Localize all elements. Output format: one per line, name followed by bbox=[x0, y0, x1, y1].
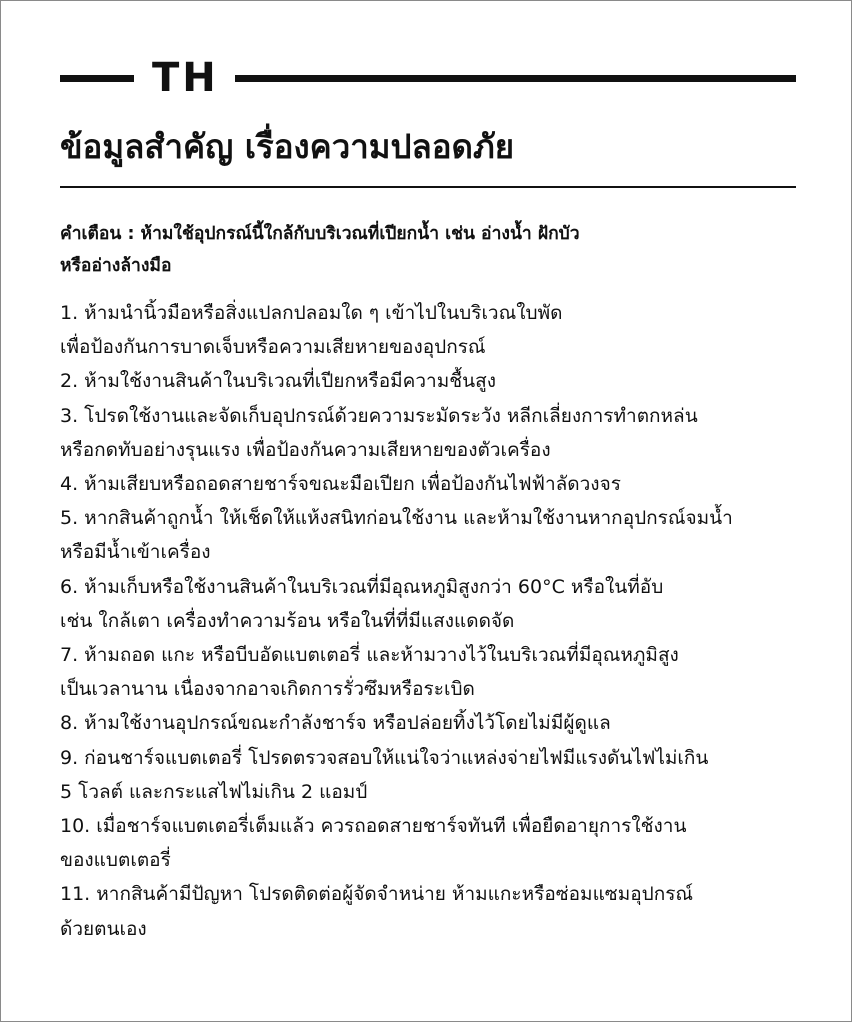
list-line: 3. โปรดใช้งานและจัดเก็บอุปกรณ์ด้วยความระมัดระวัง หลีกเลี่ยงการทำตกหล่น bbox=[60, 404, 698, 427]
list-line: 7. ห้ามถอด แกะ หรือบีบอัดแบตเตอรี่ และห้ามวางไว้ในบริเวณที่มีอุณหภูมิสูง bbox=[60, 644, 679, 667]
list-line: 6. ห้ามเก็บหรือใช้งานสินค้าในบริเวณที่มีอุณหภูมิสูงกว่า 60°C หรือในที่อับ bbox=[60, 575, 664, 598]
list-line: 9. ก่อนชาร์จแบตเตอรี่ โปรดตรวจสอบให้แน่ใจว่าแหล่งจ่ายไฟมีแรงดันไฟไม่เกิน bbox=[60, 746, 709, 769]
list-line: หรือกดทับอย่างรุนแรง เพื่อป้องกันความเสียหายของตัวเครื่อง bbox=[60, 438, 551, 461]
list-line: เป็นเวลานาน เนื่องจากอาจเกิดการรั่วซึมหรือระเบิด bbox=[60, 678, 475, 701]
list-line: เพื่อป้องกันการบาดเจ็บหรือความเสียหายของอุปกรณ์ bbox=[60, 336, 486, 359]
list-line: 2. ห้ามใช้งานสินค้าในบริเวณที่เปียกหรือมีความชื้นสูง bbox=[60, 370, 496, 393]
list-line: 1. ห้ามนำนิ้วมือหรือสิ่งแปลกปลอมใด ๆ เข้าไปในบริเวณใบพัด bbox=[60, 302, 563, 324]
title-divider bbox=[60, 186, 796, 188]
list-line: 10. เมื่อชาร์จแบตเตอรี่เต็มแล้ว ควรถอดสายชาร์จทันที เพื่อยืดอายุการใช้งาน bbox=[60, 815, 687, 838]
warning-note bbox=[60, 218, 800, 282]
list-line: 5. หากสินค้าถูกน้ำ ให้เช็ดให้แห้งสนิทก่อนใช้งาน และห้ามใช้งานหากอุปกรณ์จมน้ำ bbox=[60, 507, 733, 530]
list-line: ด้วยตนเอง bbox=[60, 917, 147, 940]
language-code: TH bbox=[152, 55, 219, 101]
header-rule-right bbox=[235, 75, 796, 82]
list-line: 8. ห้ามใช้งานอุปกรณ์ขณะกำลังชาร์จ หรือปล่อยทิ้งไว้โดยไม่มีผู้ดูแล bbox=[60, 712, 611, 735]
warning-line: หรืออ่างล้างมือ bbox=[60, 256, 172, 276]
list-line: 4. ห้ามเสียบหรือถอดสายชาร์จขณะมือเปียก เพื่อป้องกันไฟฟ้าลัดวงจร bbox=[60, 473, 621, 496]
safety-list bbox=[60, 296, 820, 946]
list-line: 5 โวลต์ และกระแสไฟไม่เกิน 2 แอมป์ bbox=[60, 780, 368, 803]
page-title: ข้อมูลสำคัญ เรื่องความปลอดภัย bbox=[60, 127, 515, 166]
list-line: ของแบตเตอรี่ bbox=[60, 849, 171, 872]
language-header bbox=[60, 52, 796, 104]
list-line: เช่น ใกล้เตา เครื่องทำความร้อน หรือในที่ที่มีแสงแดดจัด bbox=[60, 609, 515, 632]
list-line: หรือมีน้ำเข้าเครื่อง bbox=[60, 541, 211, 564]
list-line: 11. หากสินค้ามีปัญหา โปรดติดต่อผู้จัดจำหน่าย ห้ามแกะหรือซ่อมแซมอุปกรณ์ bbox=[60, 883, 694, 906]
warning-line: คำเตือน : ห้ามใช้อุปกรณ์นี้ใกล้กับบริเวณที่เปียกน้ำ เช่น อ่างน้ำ ฝักบัว bbox=[60, 224, 580, 244]
header-rule-left bbox=[60, 75, 134, 82]
